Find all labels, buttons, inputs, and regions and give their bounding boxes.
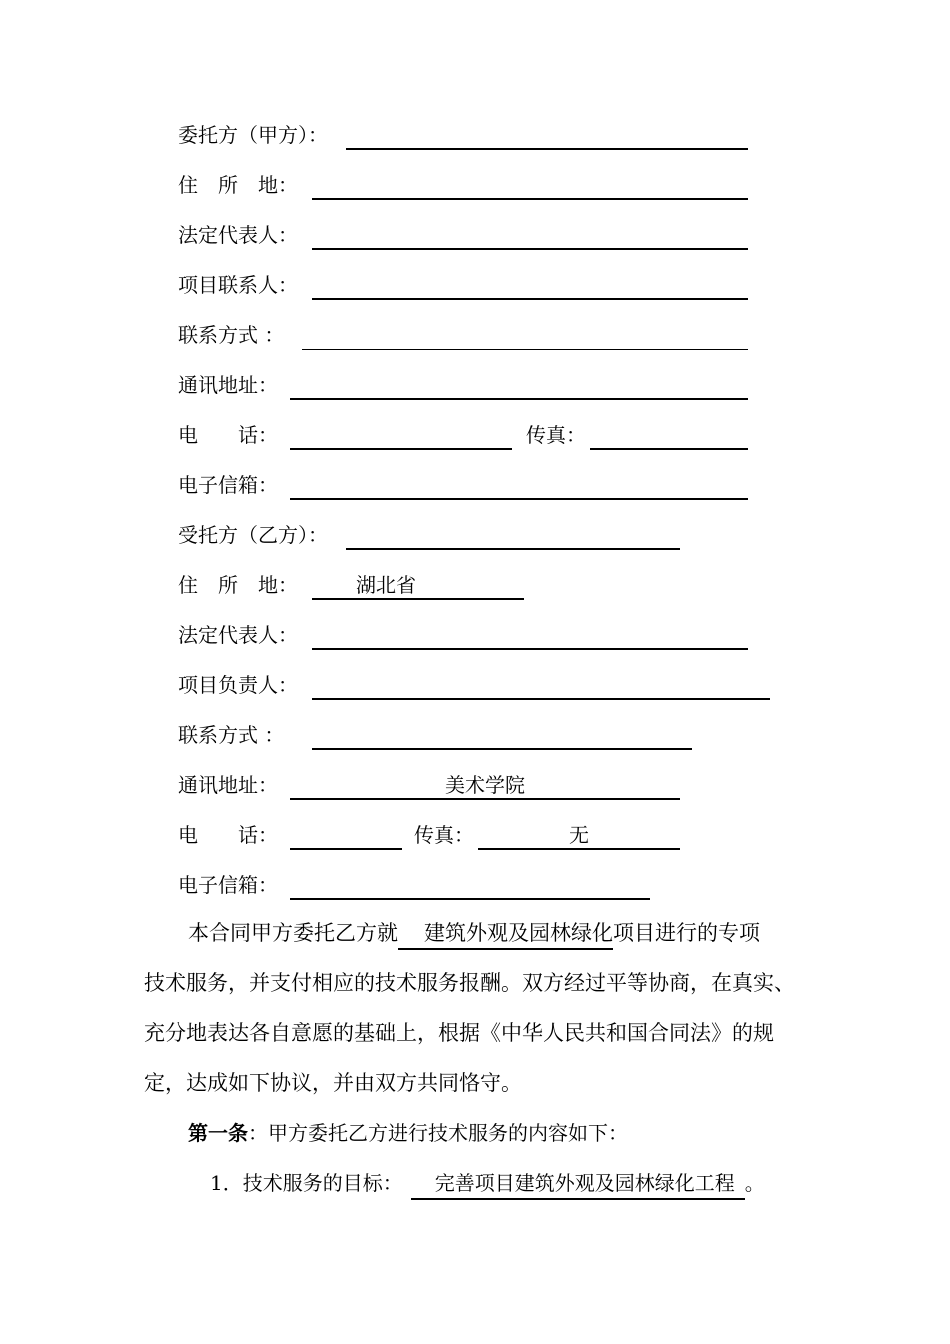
party-b-legal-rep-field[interactable]	[312, 620, 748, 650]
party-b-email-label: 电子信箱：	[178, 873, 278, 897]
intro-line-3: 充分地表达各自意愿的基础上，根据《中华人民共和国合同法》的规	[144, 1021, 774, 1045]
party-b-title: 受托方（乙方）：	[178, 523, 328, 547]
party-b-mail-address-field[interactable]: 美术学院	[290, 770, 680, 800]
party-b-address-row	[178, 570, 758, 600]
party-a-legal-rep-label: 法定代表人：	[178, 223, 298, 247]
project-name-field[interactable]: 建筑外观及园林绿化	[398, 918, 613, 950]
party-b-phone-label: 电 话：	[178, 823, 278, 847]
party-a-address-label: 住 所 地：	[178, 173, 298, 197]
party-b-mail-address-label: 通讯地址：	[178, 773, 278, 797]
party-b-address-label: 住 所 地：	[178, 573, 298, 597]
item-1-label: 1．技术服务的目标：	[210, 1171, 403, 1195]
party-b-legal-rep-label: 法定代表人：	[178, 623, 298, 647]
party-a-title-row	[178, 120, 758, 150]
party-b-name-field[interactable]	[346, 520, 680, 550]
party-a-legal-rep-row	[178, 220, 758, 250]
party-a-address-row	[178, 170, 758, 200]
party-a-phone-row	[178, 420, 758, 450]
party-a-mail-address-row	[178, 370, 758, 400]
article-1-heading-line	[188, 1108, 628, 1158]
party-a-contact-person-field[interactable]	[312, 270, 748, 300]
intro-prefix: 本合同甲方委托乙方就	[188, 921, 398, 945]
party-a-contact-person-row	[178, 270, 758, 300]
party-b-phone-field[interactable]	[290, 820, 402, 850]
article-1-text: ：甲方委托乙方进行技术服务的内容如下：	[248, 1121, 628, 1145]
party-a-contact-label: 联系方式 ：	[178, 323, 285, 347]
party-b-fax-field[interactable]: 无	[478, 820, 680, 850]
party-a-email-label: 电子信箱：	[178, 473, 278, 497]
intro-line-1	[188, 908, 760, 958]
party-a-fax-field[interactable]	[590, 420, 748, 450]
party-b-email-row	[178, 870, 758, 900]
party-a-title: 委托方（甲方）：	[178, 123, 328, 147]
party-a-contact-field[interactable]	[302, 320, 748, 350]
party-b-mail-address-row	[178, 770, 758, 800]
item-1-value-field[interactable]: 完善项目建筑外观及园林绿化工程	[411, 1168, 745, 1200]
party-a-mail-address-field[interactable]	[290, 370, 748, 400]
item-1-end: 。	[744, 1171, 765, 1195]
party-a-legal-rep-field[interactable]	[312, 220, 748, 250]
intro-suffix: 项目进行的专项	[613, 921, 760, 945]
party-b-manager-label: 项目负责人：	[178, 673, 298, 697]
party-a-address-field[interactable]	[312, 170, 748, 200]
party-a-email-row	[178, 470, 758, 500]
intro-line-4: 定，达成如下协议，并由双方共同恪守。	[144, 1071, 522, 1095]
article-1-item-1	[210, 1158, 765, 1208]
party-a-email-field[interactable]	[290, 470, 748, 500]
intro-line-2: 技术服务，并支付相应的技术服务报酬。双方经过平等协商，在真实、	[144, 971, 795, 995]
party-b-contact-row	[178, 720, 758, 750]
intro-paragraph	[144, 908, 808, 1108]
party-a-phone-label: 电 话：	[178, 423, 278, 447]
article-1	[144, 1108, 808, 1208]
party-b-address-field[interactable]: 湖北省	[312, 570, 524, 600]
party-b-email-field[interactable]	[290, 870, 650, 900]
article-1-heading: 第一条	[188, 1121, 248, 1145]
party-a-contact-row	[178, 320, 758, 350]
party-b-legal-rep-row	[178, 620, 758, 650]
party-b-phone-row	[178, 820, 758, 850]
party-a-mail-address-label: 通讯地址：	[178, 373, 278, 397]
party-a-name-field[interactable]	[346, 120, 748, 150]
party-a-contact-person-label: 项目联系人：	[178, 273, 298, 297]
party-b-title-row	[178, 520, 758, 550]
party-b-contact-label: 联系方式 ：	[178, 723, 285, 747]
party-a-phone-field[interactable]	[290, 420, 512, 450]
party-b-manager-field[interactable]	[312, 670, 770, 700]
party-b-contact-field[interactable]	[312, 720, 692, 750]
party-a-fax-label: 传真：	[526, 423, 586, 447]
party-b-fax-label: 传真：	[414, 823, 474, 847]
party-b-manager-row	[178, 670, 778, 700]
